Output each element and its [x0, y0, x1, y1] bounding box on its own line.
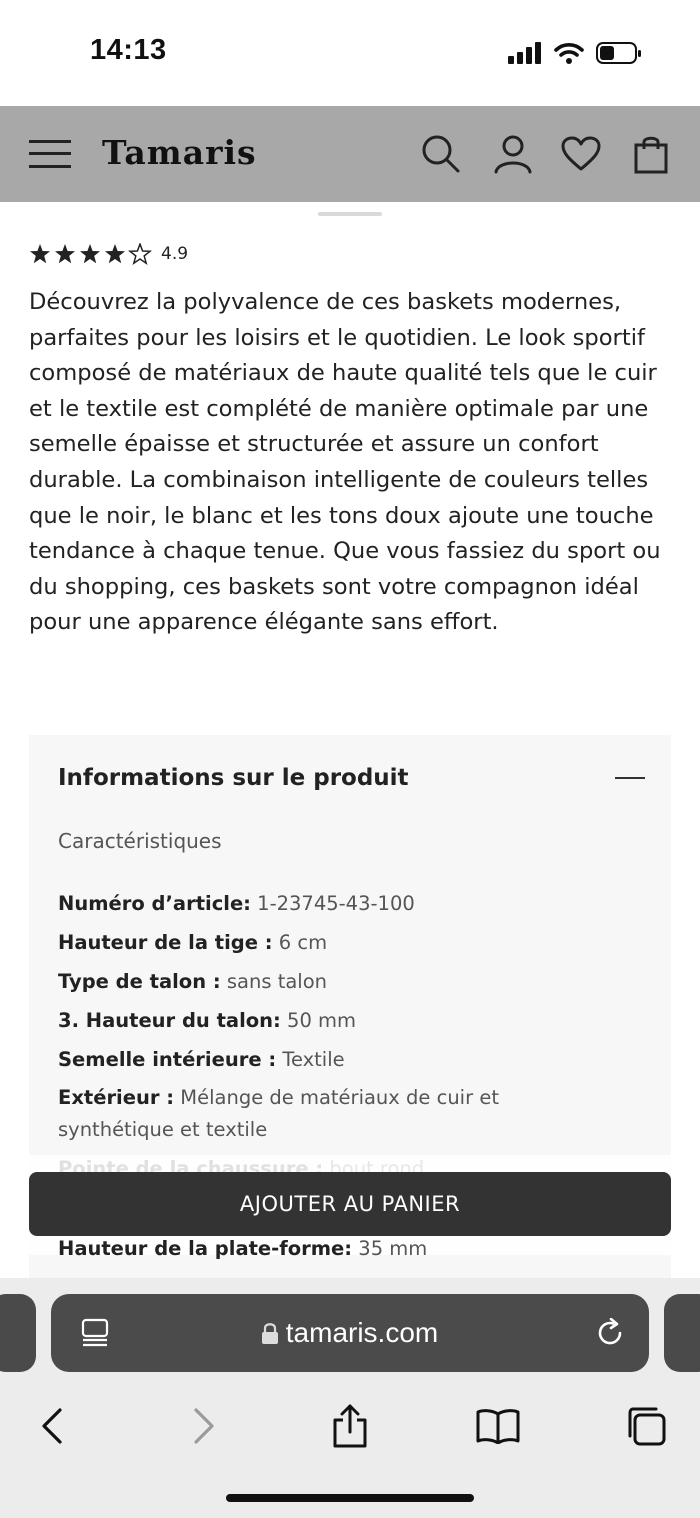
sheet-drag-handle[interactable] [318, 212, 382, 216]
lock-icon [262, 1322, 278, 1344]
product-description: Découvrez la polyvalence de ces baskets modernes, parfaites pour les loisirs et le quotidien. Le look sportif composé de matériaux de haute qualité tels que le cuir et le textile est complété de manière optimale par une semelle épaisse et structurée et assure un confort durable. La combinaison intelligente de couleurs telles que le noir, le blanc et les tons doux ajoute une touche tendance à chaque tenue. Que vous fassiez du sport ou du shopping, ces baskets sont votre compagnon idéal pour une apparence élégante sans effort. [29, 289, 661, 636]
status-time: 14:13 [90, 34, 167, 66]
url-display[interactable] [51, 1294, 649, 1372]
characteristics-heading: Caractéristiques [58, 829, 222, 853]
share-icon [331, 1404, 369, 1448]
tamaris-logo [100, 126, 284, 174]
browser-toolbar [0, 1278, 700, 1518]
home-indicator[interactable] [226, 1494, 474, 1502]
spec-row: Type de talon : sans talon [58, 970, 328, 993]
battery-icon [596, 41, 642, 65]
forward-button[interactable] [174, 1396, 234, 1456]
add-to-cart-button[interactable]: AJOUTER AU PANIER [29, 1172, 671, 1236]
product-info-title[interactable]: Informations sur le produit [58, 765, 409, 791]
wifi-icon [554, 42, 584, 64]
book-icon [475, 1408, 521, 1444]
spec-row: 3. Hauteur du talon: 50 mm [58, 1009, 357, 1032]
spec-row: Hauteur de la plate-forme: 35 mm [58, 1237, 428, 1260]
back-button[interactable] [22, 1396, 82, 1456]
cellular-signal-icon [508, 42, 542, 64]
tabs-button[interactable] [616, 1396, 676, 1456]
svg-text:Tamaris: Tamaris [102, 133, 257, 172]
bookmarks-button[interactable] [468, 1396, 528, 1456]
status-icons [508, 38, 642, 68]
spec-list [58, 887, 618, 1191]
search-icon[interactable] [418, 106, 464, 202]
reload-icon[interactable] [595, 1318, 625, 1348]
shopping-bag-icon[interactable] [628, 106, 674, 202]
browser-nav-row [0, 1396, 700, 1456]
spec-row: Semelle intérieure : Textile [58, 1048, 345, 1071]
spec-row: Hauteur de la tige : 6 cm [58, 931, 328, 954]
previous-tab-preview[interactable] [0, 1294, 36, 1372]
rating-stars-icon [29, 243, 153, 265]
tabs-icon [625, 1405, 667, 1447]
rating-value: 4.9 [161, 244, 189, 264]
url-text: tamaris.com [285, 1317, 439, 1348]
address-bar[interactable] [51, 1294, 649, 1372]
wishlist-heart-icon[interactable] [558, 106, 604, 202]
product-rating[interactable] [29, 243, 188, 265]
collapse-minus-icon[interactable] [615, 777, 645, 779]
spec-row: Numéro d’article: 1-23745-43-100 [58, 892, 415, 915]
brand-logo[interactable] [100, 126, 284, 178]
chevron-right-icon [192, 1408, 216, 1444]
account-icon[interactable] [490, 106, 536, 202]
share-button[interactable] [320, 1396, 380, 1456]
next-tab-preview[interactable] [664, 1294, 700, 1372]
chevron-left-icon [40, 1408, 64, 1444]
spec-row: Extérieur : Mélange de matériaux de cuir et synthétique et textile [58, 1086, 499, 1141]
status-bar [0, 0, 700, 106]
menu-icon[interactable] [28, 106, 72, 202]
